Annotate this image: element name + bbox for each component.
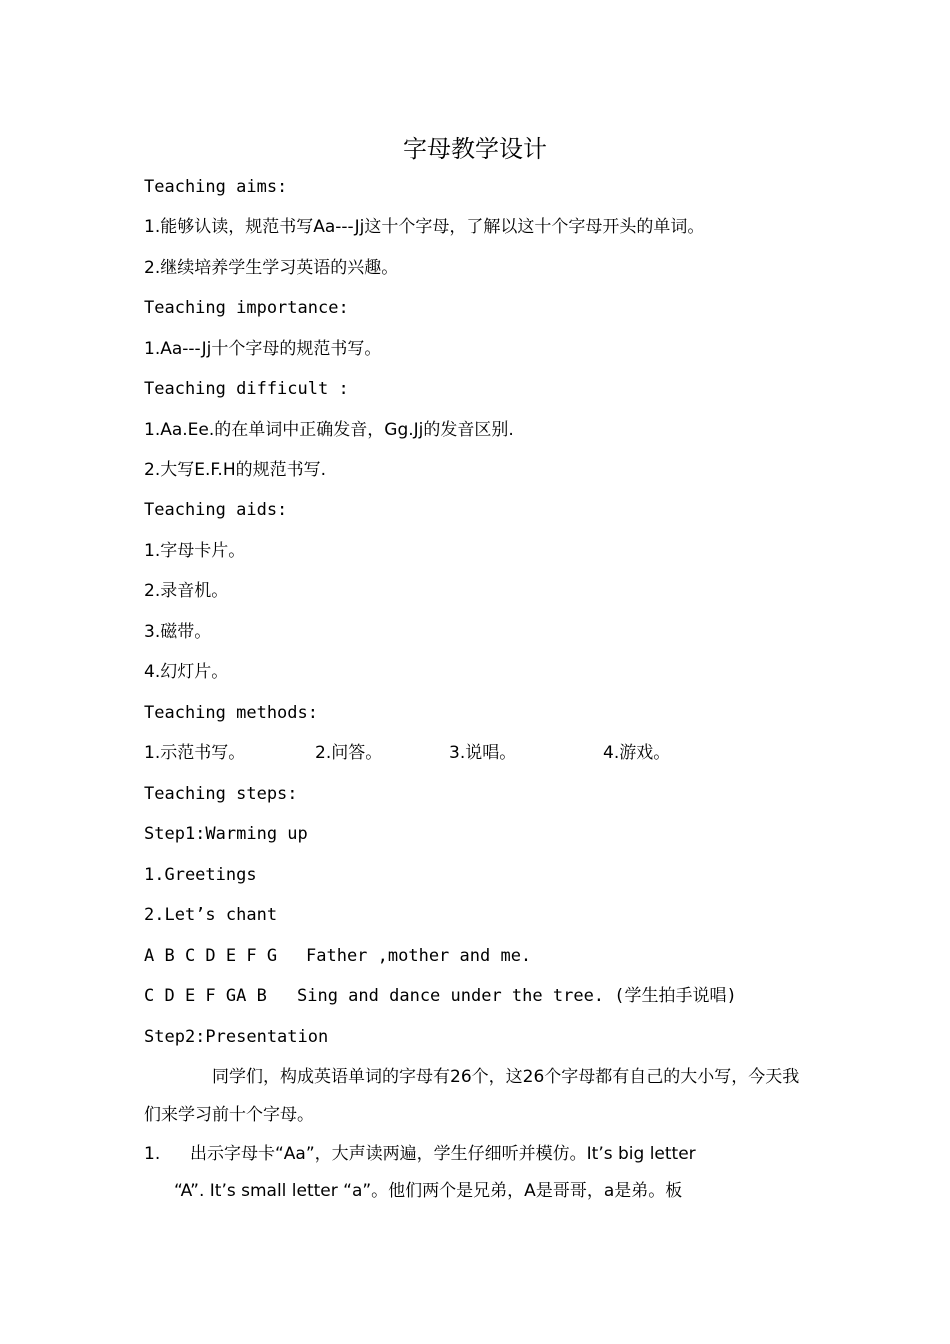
aids-item-3: 3.磁带。 <box>144 622 212 642</box>
chant-letters-2: C D E F GA B <box>144 986 267 1006</box>
aims-heading: Teaching aims: <box>144 177 288 197</box>
steps-heading: Teaching steps: <box>144 784 298 804</box>
aims-item-2: 2.继续培养学生学习英语的兴趣。 <box>144 258 399 278</box>
aids-item-4: 4.幻灯片。 <box>144 662 229 682</box>
presentation-item-1 <box>144 1136 814 1210</box>
presentation-item-1-number: 1. <box>144 1144 161 1164</box>
chant-letters-1: A B C D E F G <box>144 946 278 966</box>
importance-item-1: 1.Aa---Jj十个字母的规范书写。 <box>144 339 382 359</box>
methods-item-4: 4.游戏。 <box>603 743 671 763</box>
difficult-heading: Teaching difficult : <box>144 379 349 399</box>
step2-heading: Step2:Presentation <box>144 1027 329 1047</box>
aids-item-2: 2.录音机。 <box>144 581 229 601</box>
presentation-item-1-line-1: 出示字母卡“Aa”，大声读两遍，学生仔细听并模仿。It’s big letter <box>190 1144 696 1164</box>
difficult-item-2: 2.大写E.F.H的规范书写. <box>144 460 327 480</box>
importance-heading: Teaching importance: <box>144 298 349 318</box>
presentation-intro: 同学们，构成英语单词的字母有26个，这26个字母都有自己的大小写，今天我们来学习前十个字母。 <box>144 1067 800 1125</box>
aids-item-1: 1.字母卡片。 <box>144 541 246 561</box>
aims-item-1: 1.能够认读，规范书写Aa---Jj这十个字母，了解以这十个字母开头的单词。 <box>144 217 705 237</box>
step1-heading: Step1:Warming up <box>144 824 308 844</box>
aids-heading: Teaching aids: <box>144 500 288 520</box>
methods-item-3: 3.说唱。 <box>449 743 517 763</box>
document-title: 字母教学设计 <box>403 135 547 163</box>
methods-heading: Teaching methods: <box>144 703 318 723</box>
presentation-item-1-line-2: “A”. It’s small letter “a”。他们两个是兄弟，A是哥哥，a是弟。板 <box>174 1181 683 1201</box>
methods-item-2: 2.问答。 <box>315 743 383 763</box>
difficult-item-1: 1.Aa.Ee.的在单词中正确发音，Gg.Jj的发音区别. <box>144 420 514 440</box>
methods-item-1: 1.示范书写。 <box>144 743 246 763</box>
chant-lyric-1: Father ,mother and me. <box>306 946 532 966</box>
step1-item-2: 2.Let’s chant <box>144 905 278 925</box>
chant-lyric-2: Sing and dance under the tree. (学生拍手说唱) <box>297 986 737 1006</box>
step1-item-1: 1.Greetings <box>144 865 257 885</box>
